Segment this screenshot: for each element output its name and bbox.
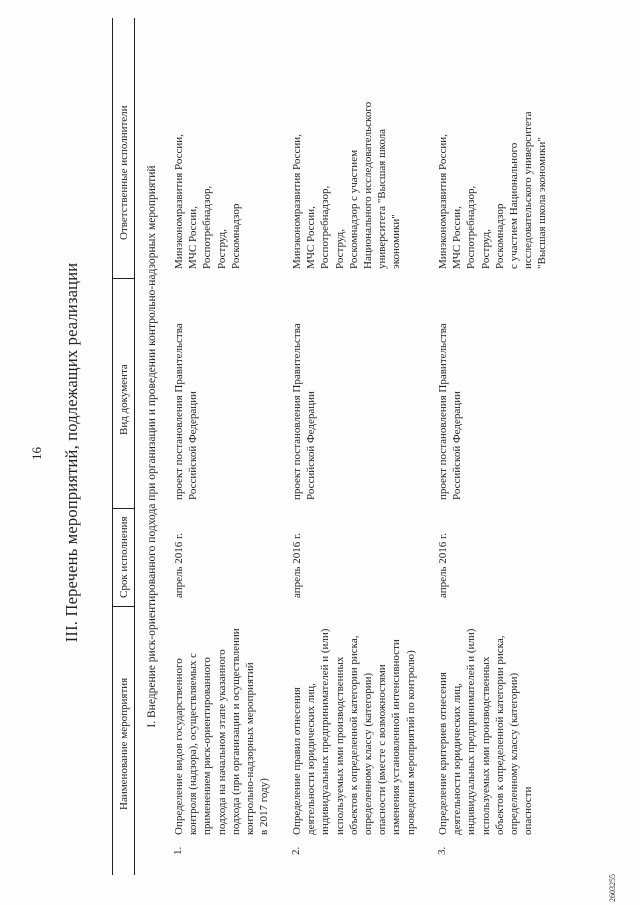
row-executors: Минэкономразвития России, МЧС России, Роспотребнадзор, Роструд, Роскомнадзор	[173, 134, 242, 269]
table-header-border	[134, 18, 135, 875]
row-number: 1.	[172, 846, 184, 855]
row-number: 2.	[290, 846, 302, 855]
column-header-doctype: Вид документа	[118, 364, 130, 435]
page-number: 16	[29, 447, 44, 460]
row-name: Определение критериев отнесения деятельности юридических лиц, индивидуальных предпринимателей и (или) используемых ими производственных объектов к определенной категории риска, определенному классу (категории) опасности	[437, 628, 535, 835]
row-name: Определение правил отнесения деятельности юридических лиц, индивидуальных предпринимателей и (или) используемых ими производственных объектов к определенной категории риска, определенному классу (категории) опасности (вместе с возможностями изменения установленной интенсивности проведения мероприятий по контролю)	[291, 628, 417, 835]
column-divider	[112, 278, 134, 279]
row-term: апрель 2016 г.	[173, 532, 185, 598]
column-divider	[112, 508, 134, 509]
column-divider	[112, 606, 134, 607]
row-term: апрель 2016 г.	[291, 532, 303, 598]
table-top-border	[112, 18, 113, 875]
row-doctype: проект постановления Правительства Российской Федерации	[437, 323, 464, 500]
document-id: 2603255	[608, 874, 617, 902]
column-header-executors: Ответственные исполнители	[118, 105, 130, 240]
row-term: апрель 2016 г.	[437, 532, 449, 598]
row-name: Определение видов государственного контроля (надзора), осуществляемых с применением риск-ориентированного подхода на начальном этапе указанного подхода (при организации и осуществлении контрольно-надзорных мероприятий в 2017 году)	[173, 628, 271, 835]
column-header-name: Наименование мероприятия	[118, 677, 130, 810]
subsection-heading: I. Внедрение риск-ориентированного подхода при организации и проведении контрольно-надзорных мероприятий	[146, 165, 158, 728]
row-doctype: проект постановления Правительства Российской Федерации	[173, 323, 200, 500]
row-executors: Минэкономразвития России, МЧС России, Роспотребнадзор, Роструд, Роскомнадзор с участием Национального исследовательского университета "Высшая школа экономики"	[291, 101, 403, 269]
section-title: III. Перечень мероприятий, подлежащих реализации	[62, 262, 81, 643]
column-header-term: Срок исполнения	[118, 516, 130, 598]
row-doctype: проект постановления Правительства Российской Федерации	[291, 323, 318, 500]
row-executors: Минэкономразвития России, МЧС России, Роспотребнадзор, Роструд, Роскомнадзор с участием Национального исследовательского университета "Высшая школа экономики"	[437, 111, 549, 269]
row-number: 3.	[436, 846, 448, 855]
